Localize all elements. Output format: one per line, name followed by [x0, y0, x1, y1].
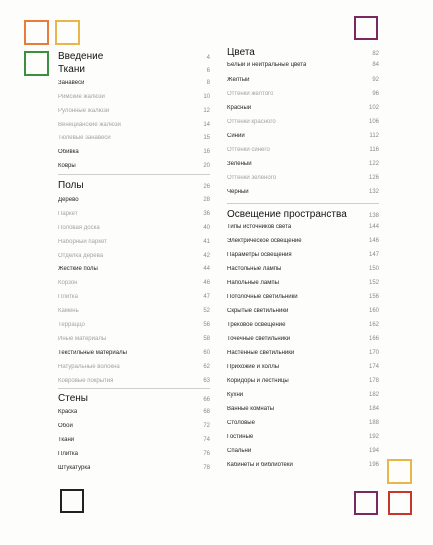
toc-entry-row	[58, 364, 210, 370]
toc-page-number: 112	[369, 133, 379, 139]
toc-entry-title: Оттенки красного	[227, 119, 276, 125]
toc-entry-row	[58, 308, 210, 314]
toc-entry-title: Настенные светильники	[227, 350, 295, 356]
toc-page-number: 152	[368, 280, 379, 286]
toc-entry-row	[227, 147, 379, 153]
toc-page-number: 170	[368, 350, 379, 356]
toc-entry-row	[227, 175, 379, 181]
toc-page-number: 138	[368, 213, 379, 219]
toc-page-number: 12	[203, 108, 210, 114]
toc-entry-title: Параметры освещения	[227, 252, 292, 258]
toc-page-number: 26	[203, 184, 210, 190]
toc-entry-title: Потолочные светильники	[227, 294, 298, 300]
toc-entry-row	[227, 336, 379, 342]
toc-page-number: 40	[203, 225, 210, 231]
toc-page-number: 82	[372, 51, 379, 57]
toc-chapter-title: Цвета	[227, 47, 255, 58]
toc-page-number: 47	[203, 294, 210, 300]
toc-entry-title: Коридоры и лестницы	[227, 378, 289, 384]
toc-entry-row	[227, 392, 379, 398]
toc-page-number: 6	[206, 68, 210, 74]
toc-entry-title: Иные материалы	[58, 336, 107, 342]
toc-entry-row	[227, 189, 379, 195]
toc-entry-title: Прихожие и холлы	[227, 364, 280, 370]
toc-entry-row	[58, 211, 210, 217]
toc-page-number: 42	[203, 253, 210, 259]
toc-entry-title: Типы источников света	[227, 224, 292, 230]
toc-page-number: 15	[203, 135, 210, 141]
toc-entry-title: Штукатурка	[58, 465, 91, 471]
toc-entry-row	[227, 322, 379, 328]
toc-chapter-row	[58, 64, 210, 75]
toc-entry-title: Столовые	[227, 420, 255, 426]
toc-entry-row	[58, 266, 210, 272]
toc-entry-title: Отделка дерева	[58, 253, 104, 259]
toc-page-number: 194	[368, 448, 379, 454]
toc-entry-row	[58, 437, 210, 443]
toc-page-number: 56	[203, 322, 210, 328]
toc-page-number: 41	[203, 239, 210, 245]
toc-page-number: 196	[368, 462, 379, 468]
toc-entry-row	[227, 294, 379, 300]
toc-page-number: 78	[203, 465, 210, 471]
decor-square-red-bottom	[388, 491, 412, 515]
toc-entry-row	[58, 149, 210, 155]
toc-page-number: 126	[368, 175, 379, 181]
toc-page-number: 68	[203, 409, 210, 415]
toc-chapter-title: Ткани	[58, 64, 85, 75]
toc-chapter-row	[58, 393, 210, 404]
toc-entry-row	[227, 378, 379, 384]
toc-entry-title: Паркет	[58, 211, 78, 217]
toc-page-number: 92	[372, 77, 379, 83]
toc-entry-title: Наборный паркет	[58, 239, 107, 245]
toc-page-number: 102	[368, 105, 379, 111]
toc-entry-row	[58, 197, 210, 203]
toc-entry-row	[58, 423, 210, 429]
toc-page-number: 74	[203, 437, 210, 443]
toc-entry-title: Красный	[227, 105, 252, 111]
toc-page-number: 72	[203, 423, 210, 429]
toc-entry-title: Зеленый	[227, 161, 252, 167]
toc-entry-row	[227, 238, 379, 244]
toc-page-number: 10	[203, 94, 210, 100]
toc-page-number: 8	[206, 80, 210, 86]
toc-entry-title: Синий	[227, 133, 245, 139]
toc-page-number: 14	[203, 122, 210, 128]
toc-entry-row	[58, 225, 210, 231]
toc-entry-title: Точечные светильники	[227, 336, 291, 342]
toc-entry-title: Натуральные волокна	[58, 364, 120, 370]
toc-chapter-row	[58, 51, 210, 62]
toc-page-number: 106	[368, 119, 379, 125]
toc-page-number: 16	[203, 149, 210, 155]
toc-chapter-title: Полы	[58, 180, 84, 191]
toc-entry-title: Занавеси	[58, 80, 85, 86]
toc-page-number: 156	[368, 294, 379, 300]
toc-page-number: 166	[368, 336, 379, 342]
decor-square-yellow-bottom	[387, 459, 412, 484]
toc-entry-title: Ковры	[58, 163, 76, 169]
toc-entry-row	[227, 266, 379, 272]
toc-column-left	[58, 0, 210, 545]
toc-entry-row	[58, 451, 210, 457]
toc-page-number: 150	[368, 266, 379, 272]
toc-entry-title: Обивка	[58, 149, 79, 155]
toc-page-number: 162	[368, 322, 379, 328]
toc-entry-row	[227, 350, 379, 356]
toc-entry-title: Желтый	[227, 77, 250, 83]
toc-page-number: 52	[203, 308, 210, 314]
toc-entry-row	[227, 448, 379, 454]
toc-chapter-title: Введение	[58, 51, 104, 62]
toc-entry-row	[227, 252, 379, 258]
toc-entry-title: Плитка	[58, 294, 79, 300]
toc-entry-row	[227, 105, 379, 111]
toc-page-number: 28	[203, 197, 210, 203]
decor-square-green	[24, 51, 49, 76]
toc-entry-title: Жесткие полы	[58, 266, 98, 272]
toc-entry-row	[227, 62, 379, 68]
section-divider	[58, 388, 210, 389]
toc-chapter-row	[227, 47, 379, 58]
toc-entry-title: Корзон	[58, 280, 78, 286]
toc-entry-title: Белый и нейтральные цвета	[227, 62, 307, 68]
toc-chapter-row	[227, 209, 379, 220]
toc-page-number: 184	[368, 406, 379, 412]
toc-entry-row	[58, 280, 210, 286]
toc-entry-row	[58, 409, 210, 415]
toc-entry-title: Тюлевые занавеси	[58, 135, 111, 141]
toc-entry-row	[227, 308, 379, 314]
toc-entry-row	[58, 294, 210, 300]
toc-entry-title: Римские жалюзи	[58, 94, 105, 100]
toc-entry-title: Спальни	[227, 448, 252, 454]
toc-chapter-title: Стены	[58, 393, 88, 404]
toc-entry-row	[58, 135, 210, 141]
toc-page-number: 192	[368, 434, 379, 440]
toc-entry-title: Ткани	[58, 437, 75, 443]
toc-entry-row	[58, 80, 210, 86]
toc-entry-row	[58, 322, 210, 328]
toc-entry-row	[227, 420, 379, 426]
section-divider	[58, 174, 210, 175]
toc-page-number: 146	[368, 238, 379, 244]
toc-page-number: 44	[203, 266, 210, 272]
toc-entry-title: Дерево	[58, 197, 79, 203]
toc-entry-row	[58, 253, 210, 259]
toc-page-number: 178	[368, 378, 379, 384]
toc-entry-row	[58, 163, 210, 169]
toc-entry-title: Скрытые светильники	[227, 308, 289, 314]
toc-entry-title: Черный	[227, 189, 249, 195]
toc-page-number: 63	[203, 378, 210, 384]
toc-entry-title: Текстильные материалы	[58, 350, 127, 356]
toc-entry-row	[58, 336, 210, 342]
toc-entry-row	[227, 224, 379, 230]
toc-entry-row	[58, 108, 210, 114]
toc-entry-row	[227, 280, 379, 286]
toc-page-number: 122	[368, 161, 379, 167]
toc-page-number: 84	[372, 62, 379, 68]
toc-page-number: 174	[368, 364, 379, 370]
toc-entry-row	[227, 77, 379, 83]
toc-entry-title: Плитка	[58, 451, 79, 457]
toc-entry-row	[58, 465, 210, 471]
toc-page-number: 36	[203, 211, 210, 217]
toc-column-right	[227, 0, 379, 545]
toc-entry-title: Рулонные жалюзи	[58, 108, 110, 114]
toc-entry-row	[227, 133, 379, 139]
decor-square-orange	[24, 20, 49, 45]
toc-entry-title: Половая доска	[58, 225, 100, 231]
toc-page-number: 66	[203, 397, 210, 403]
toc-entry-row	[227, 406, 379, 412]
toc-page-number: 46	[203, 280, 210, 286]
toc-entry-title: Кухни	[227, 392, 244, 398]
toc-entry-row	[227, 119, 379, 125]
toc-entry-title: Венецианские жалюзи	[58, 122, 121, 128]
toc-page-number: 4	[206, 55, 210, 61]
toc-entry-row	[227, 161, 379, 167]
toc-entry-title: Ковровые покрытия	[58, 378, 114, 384]
toc-entry-title: Оттенки синего	[227, 147, 270, 153]
toc-chapter-row	[58, 180, 210, 191]
toc-entry-title: Камень	[58, 308, 79, 314]
toc-page-number: 182	[368, 392, 379, 398]
toc-entry-title: Оттенки зеленого	[227, 175, 277, 181]
toc-page-number: 188	[368, 420, 379, 426]
toc-page-number: 116	[369, 147, 379, 153]
toc-entry-title: Терраццо	[58, 322, 85, 328]
toc-page-number: 147	[368, 252, 379, 258]
toc-entry-row	[227, 462, 379, 468]
toc-page-number: 60	[203, 350, 210, 356]
toc-entry-row	[58, 239, 210, 245]
toc-entry-title: Настольные лампы	[227, 266, 282, 272]
toc-page-number: 132	[368, 189, 379, 195]
toc-entry-title: Ванные комнаты	[227, 406, 275, 412]
toc-entry-title: Оттенки желтого	[227, 91, 274, 97]
toc-entry-title: Напольные лампы	[227, 280, 279, 286]
toc-entry-title: Электрическое освещение	[227, 238, 302, 244]
toc-page-number: 58	[203, 336, 210, 342]
toc-entry-title: Обои	[58, 423, 73, 429]
toc-entry-row	[227, 434, 379, 440]
section-divider	[227, 203, 379, 204]
toc-entry-row	[58, 122, 210, 128]
toc-entry-title: Кабинеты и библиотеки	[227, 462, 293, 468]
toc-page-number: 62	[203, 364, 210, 370]
toc-page-number: 144	[368, 224, 379, 230]
toc-page-number: 76	[203, 451, 210, 457]
toc-page-number: 96	[372, 91, 379, 97]
toc-entry-row	[58, 94, 210, 100]
toc-entry-title: Краска	[58, 409, 78, 415]
toc-page-number: 160	[368, 308, 379, 314]
toc-entry-title: Трековое освещение	[227, 322, 286, 328]
toc-entry-row	[227, 364, 379, 370]
toc-entry-row	[227, 91, 379, 97]
toc-page-number: 20	[203, 163, 210, 169]
toc-entry-row	[58, 350, 210, 356]
toc-entry-title: Гостиные	[227, 434, 254, 440]
toc-chapter-title: Освещение пространства	[227, 209, 347, 220]
toc-entry-row	[58, 378, 210, 384]
